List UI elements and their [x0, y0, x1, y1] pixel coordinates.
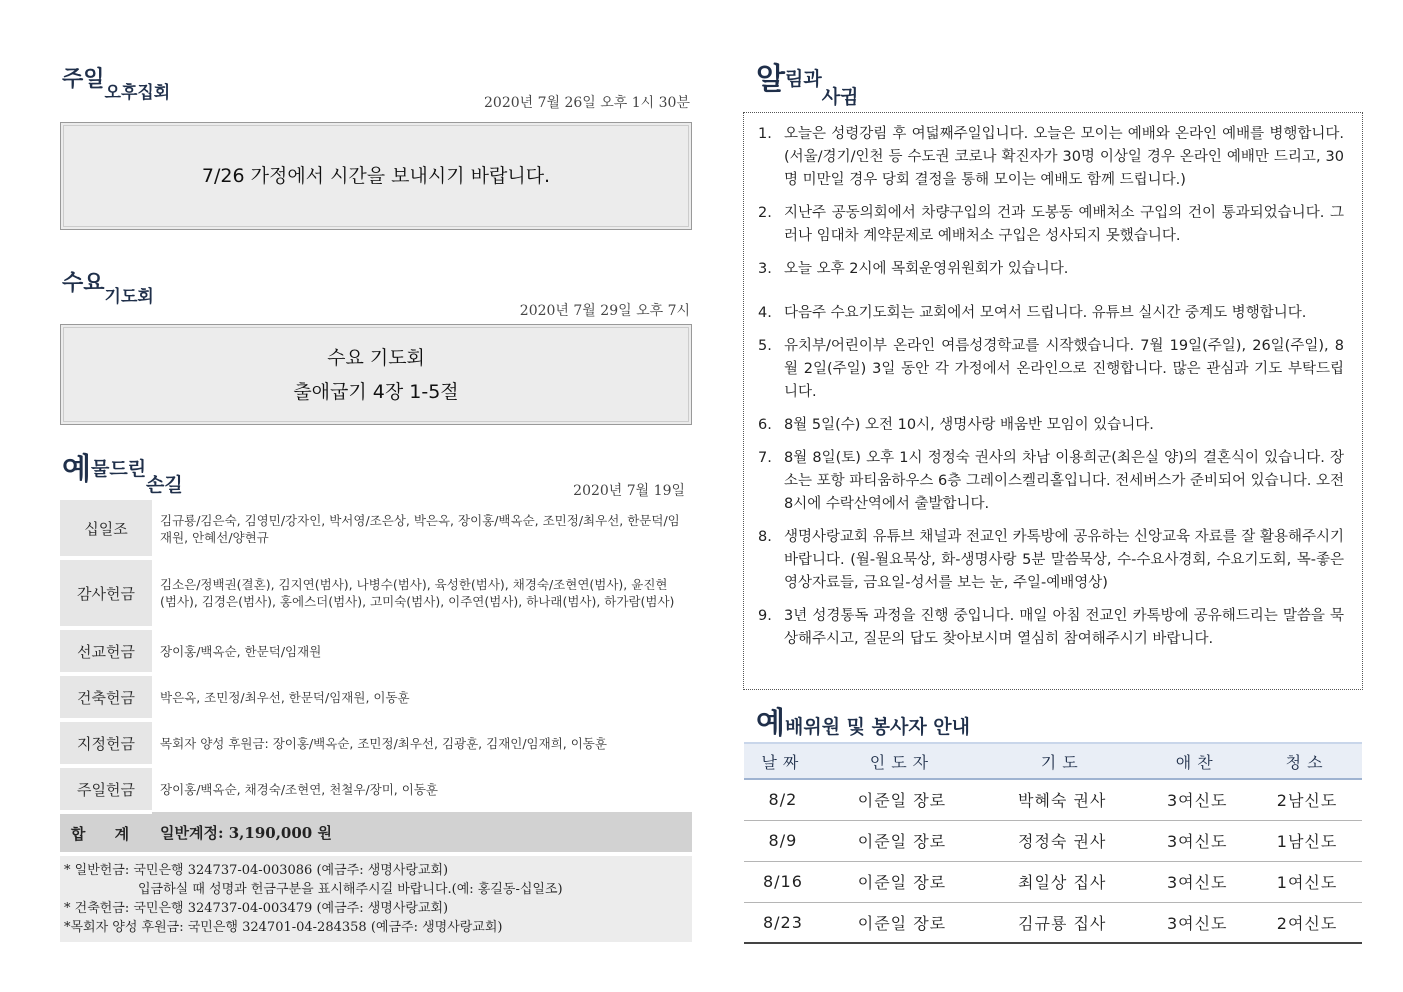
announcement-text: 오늘 오후 2시에 목회운영위원회가 있습니다.	[784, 261, 1069, 277]
announcement-item	[758, 302, 1344, 325]
duty-table	[744, 742, 1362, 944]
duty-heading	[756, 698, 970, 742]
announcement-item	[758, 605, 1344, 651]
offering-label: 건축헌금	[60, 674, 152, 720]
duty-cell: 8/16	[744, 861, 822, 902]
announcement-number: 6.	[758, 417, 772, 433]
announcement-text: 3년 성경통독 과정을 진행 중입니다. 매일 아침 전교인 카톡방에 공유해드리는 말씀을 묵상해주시고, 질문의 답도 찾아보시며 열심히 참여해주시기 바랍니다.	[784, 608, 1344, 647]
announcement-text: 8월 5일(수) 오전 10시, 생명사랑 배움반 모임이 있습니다.	[784, 417, 1154, 433]
offerings-title-big: 예	[62, 452, 91, 487]
announcement-item	[758, 447, 1344, 516]
duty-header-fellowship: 애찬	[1142, 743, 1252, 779]
duty-cell: 정정숙 권사	[982, 820, 1142, 861]
duty-cell: 2남신도	[1252, 779, 1362, 820]
offering-label: 지정헌금	[60, 720, 152, 766]
duty-cell: 2여신도	[1252, 902, 1362, 943]
note-general: * 일반헌금: 국민은행 324737-04-003086 (예금주: 생명사랑교회)	[64, 863, 449, 878]
wednesday-line2: 출애굽기 4장 1-5절	[293, 380, 459, 403]
sunday-pm-title-small: 오후집회	[104, 83, 171, 103]
offering-total-label: 합 계	[60, 812, 152, 852]
note-general-indent: 입금하실 때 성명과 헌금구분을 표시해주시길 바랍니다.(예: 홍길동-십일조)	[138, 882, 563, 897]
duty-header-row	[744, 743, 1362, 779]
announcement-item	[758, 414, 1344, 437]
sunday-pm-title-big: 주일	[62, 66, 105, 92]
announcement-text: 지난주 공동의회에서 차량구입의 건과 도봉동 예배처소 구입의 건이 통과되었습니다. 그러나 임대차 계약문제로 예배처소 구입은 성사되지 못했습니다.	[784, 205, 1344, 244]
offering-row	[60, 628, 692, 674]
duty-cell: 이준일 장로	[822, 820, 982, 861]
duty-header-prayer: 기도	[982, 743, 1142, 779]
duty-cell: 김규룡 집사	[982, 902, 1142, 943]
offering-total-value: 일반계정: 3,190,000 원	[152, 812, 692, 852]
offerings-title-mid: 물드린	[90, 458, 147, 480]
duty-cell: 1여신도	[1252, 861, 1362, 902]
announcement-number: 5.	[758, 338, 772, 354]
offering-row	[60, 720, 692, 766]
duty-title-rest: 배위원 및 봉사자 안내	[784, 716, 971, 738]
duty-cell: 8/23	[744, 902, 822, 943]
duty-cell: 이준일 장로	[822, 861, 982, 902]
announcement-number: 2.	[758, 205, 772, 221]
announcement-text: 8월 8일(토) 오후 1시 정정숙 권사의 차남 이용희군(최은실 양)의 결혼식이 있습니다. 장소는 포항 파티움하우스 6층 그레이스켈리홀입니다. 전세버스가 준비되어 있습니다. 오전 8시에 수락산역에서 출발합니다.	[784, 450, 1344, 512]
announcement-item	[758, 202, 1344, 248]
duty-cell: 3여신도	[1142, 902, 1252, 943]
note-pastor: *목회자 양성 후원금: 국민은행 324701-04-284358 (예금주: 생명사랑교회)	[64, 920, 503, 935]
announcements-heading	[756, 54, 859, 108]
offerings-table	[60, 500, 692, 852]
bank-notes	[60, 856, 692, 942]
wednesday-title-small: 기도회	[104, 287, 154, 307]
duty-row	[744, 861, 1362, 902]
sunday-pm-date: 2020년 7월 26일 오후 1시 30분	[484, 95, 690, 111]
wednesday-heading	[62, 266, 154, 307]
sunday-pm-heading	[62, 62, 171, 103]
duty-cell: 3여신도	[1142, 820, 1252, 861]
duty-cell: 3여신도	[1142, 861, 1252, 902]
announcement-item	[758, 258, 1344, 281]
announcement-text: 오늘은 성령강림 후 여덟째주일입니다. 오늘은 모이는 예배와 온라인 예배를 병행합니다. (서울/경기/인천 등 수도권 코로나 확진자가 30명 이상일 경우 온라인 예배만 드리고, 30명 미만일 경우 당회 결정을 통해 모이는 예배도 함께 드립니다.)	[784, 126, 1344, 188]
duty-cell: 1남신도	[1252, 820, 1362, 861]
offerings-heading	[62, 444, 183, 496]
duty-row	[744, 779, 1362, 820]
announcement-item	[758, 335, 1344, 404]
wednesday-date: 2020년 7월 29일 오후 7시	[519, 303, 690, 319]
announcement-text: 유치부/어린이부 온라인 여름성경학교를 시작했습니다. 7월 19일(주일), 26일(주일), 8월 2일(주일) 3일 동안 각 가정에서 온라인으로 진행합니다. 많은 관심과 기도 부탁드립니다.	[784, 338, 1344, 400]
offering-label: 주일헌금	[60, 766, 152, 812]
announcements-title-mid: 림과	[784, 68, 822, 90]
offering-total-row	[60, 812, 692, 852]
duty-cell: 8/9	[744, 820, 822, 861]
offering-value: 김규룡/김은숙, 김영민/강자인, 박서영/조은상, 박은옥, 장이홍/백옥순, 조민정/최우선, 한문덕/임재원, 안혜선/양현규	[160, 513, 680, 545]
announcements-title-small: 사귐	[821, 86, 859, 108]
offering-row	[60, 674, 692, 720]
wednesday-box	[60, 324, 692, 425]
duty-cell: 이준일 장로	[822, 779, 982, 820]
announcement-text: 다음주 수요기도회는 교회에서 모여서 드립니다. 유튜브 실시간 중계도 병행합니다.	[784, 305, 1307, 321]
offering-value: 목회자 양성 후원금: 장이홍/백옥순, 조민정/최우선, 김광훈, 김재인/임재희, 이동훈	[160, 735, 607, 751]
offering-label: 감사헌금	[60, 558, 152, 628]
announcement-item	[758, 123, 1344, 192]
wednesday-title-big: 수요	[62, 270, 105, 296]
announcement-number: 9.	[758, 608, 772, 624]
announcement-number: 4.	[758, 305, 772, 321]
offering-value: 장이홍/백옥순, 한문덕/임재원	[160, 643, 322, 659]
announcement-number: 1.	[758, 126, 772, 142]
announcements-box	[743, 112, 1363, 690]
announcements-title-big: 알	[756, 62, 785, 97]
announcement-text: 생명사랑교회 유튜브 채널과 전교인 카톡방에 공유하는 신앙교육 자료를 잘 활용해주시기 바랍니다. (월-월요묵상, 화-생명사랑 5분 말씀묵상, 수-수요사경회, 수요기도회, 목-좋은 영상자료들, 금요일-성서를 보는 눈, 주일-예배영상)	[784, 529, 1344, 591]
offering-row	[60, 558, 692, 628]
duty-title-big: 예	[756, 706, 785, 741]
duty-cell: 박혜숙 권사	[982, 779, 1142, 820]
offering-row	[60, 500, 692, 558]
duty-header-leader: 인도자	[822, 743, 982, 779]
announcement-number: 7.	[758, 450, 772, 466]
offering-label: 십일조	[60, 500, 152, 558]
announcement-number: 8.	[758, 529, 772, 545]
offering-value: 김소은/정백권(결혼), 김지연(범사), 나병수(범사), 육성한(범사), 채경숙/조현연(범사), 윤진현(범사), 김경은(범사), 홍에스더(범사), 고미숙(범사), 이주연(범사), 하나래(범사), 하가람(범사)	[160, 577, 675, 609]
duty-header-date: 날짜	[744, 743, 822, 779]
sunday-pm-message: 7/26 가정에서 시간을 보내시기 바랍니다.	[201, 165, 551, 187]
duty-cell: 8/2	[744, 779, 822, 820]
duty-header-cleaning: 청소	[1252, 743, 1362, 779]
duty-row	[744, 820, 1362, 861]
duty-cell: 이준일 장로	[822, 902, 982, 943]
offering-row	[60, 766, 692, 812]
sunday-pm-box	[60, 122, 692, 230]
duty-row	[744, 902, 1362, 943]
offerings-title-small: 손길	[146, 474, 183, 496]
duty-cell: 최일상 집사	[982, 861, 1142, 902]
duty-cell: 3여신도	[1142, 779, 1252, 820]
wednesday-line1: 수요 기도회	[327, 346, 425, 369]
announcement-item	[758, 526, 1344, 595]
offerings-date: 2020년 7월 19일	[573, 483, 685, 499]
offering-value: 박은옥, 조민정/최우선, 한문덕/임재원, 이동훈	[160, 689, 410, 705]
note-building: * 건축헌금: 국민은행 324737-04-003479 (예금주: 생명사랑교회)	[64, 901, 449, 916]
announcement-number: 3.	[758, 261, 772, 277]
offering-label: 선교헌금	[60, 628, 152, 674]
offering-value: 장이홍/백옥순, 채경숙/조현연, 천철우/장미, 이동훈	[160, 781, 438, 797]
